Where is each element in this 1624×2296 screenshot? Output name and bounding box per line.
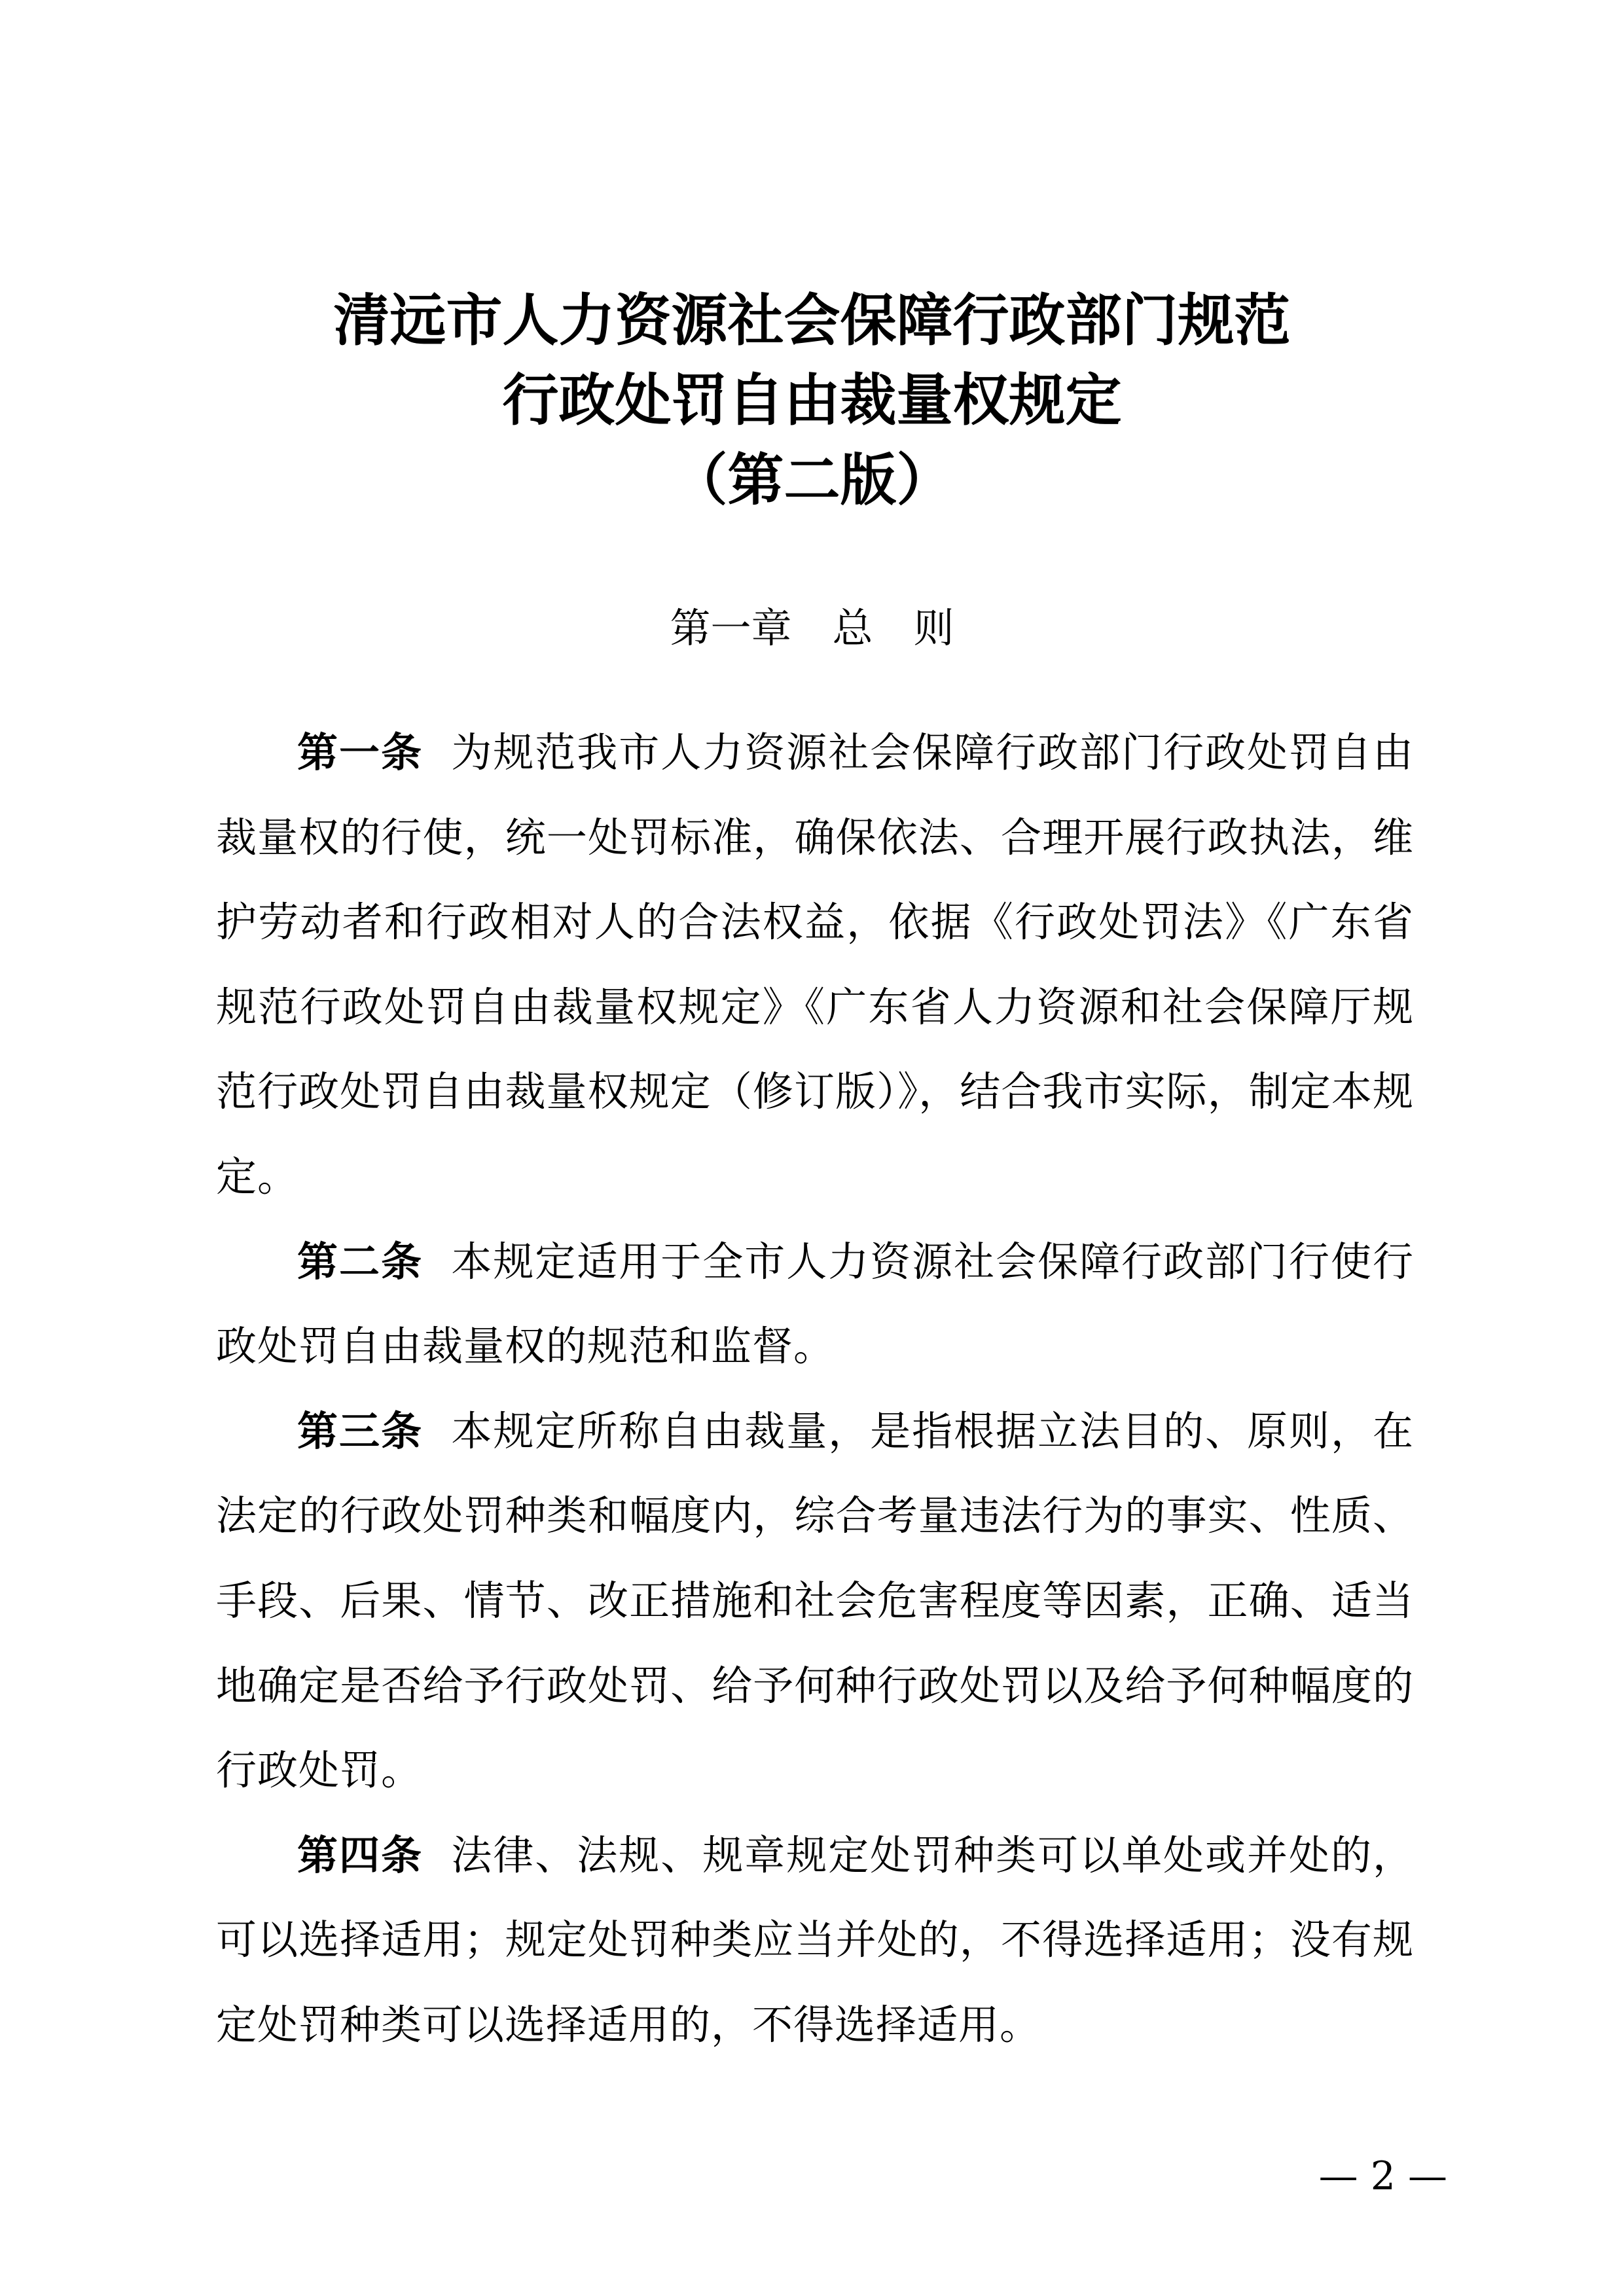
document-body: [216, 710, 1414, 2068]
article-1-text: 为规范我市人力资源社会保障行政部门行政处罚自由裁量权的行使，统一处罚标准，确保依法、合理开展行政执法，维护劳动者和行政相对人的合法权益，依据《行政处罚法》《广东省规范行政处罚自由裁量权规定》《广东省人力资源和社会保障厅规范行政处罚自由裁量权规定（修订版）》，结合我市实际，制定本规定。: [216, 728, 1414, 1200]
article-2-label: 第二条: [297, 1237, 423, 1285]
document-title-line-1: 清远市人力资源社会保障行政部门规范: [333, 287, 1291, 353]
document-title-line-2: 行政处罚自由裁量权规定: [502, 367, 1122, 433]
article-4: [216, 1813, 1414, 2068]
document-title-line-3: （第二版）: [671, 447, 953, 513]
article-3-text: 本规定所称自由裁量，是指根据立法目的、原则，在法定的行政处罚种类和幅度内，综合考量违法行为的事实、性质、手段、后果、情节、改正措施和社会危害程度等因素，正确、适当地确定是否给予行政处罚、给予何种行政处罚以及给予何种幅度的行政处罚。: [216, 1407, 1414, 1795]
article-4-label: 第四条: [297, 1831, 423, 1879]
chapter-heading: 第一章 总 则: [670, 604, 954, 652]
article-3-label: 第三条: [297, 1407, 423, 1455]
article-1-label: 第一条: [297, 728, 423, 776]
article-4-text: 法律、法规、规章规定处罚种类可以单处或并处的，可以选择适用；规定处罚种类应当并处的，不得选择适用；没有规定处罚种类可以选择适用的，不得选择适用。: [216, 1831, 1414, 2049]
article-2-text: 本规定适用于全市人力资源社会保障行政部门行使行政处罚自由裁量权的规范和监督。: [216, 1237, 1414, 1371]
article-1: [216, 710, 1414, 1219]
article-3: [216, 1389, 1414, 1813]
article-2: [216, 1219, 1414, 1389]
page-number: — 2 —: [1318, 2153, 1447, 2199]
